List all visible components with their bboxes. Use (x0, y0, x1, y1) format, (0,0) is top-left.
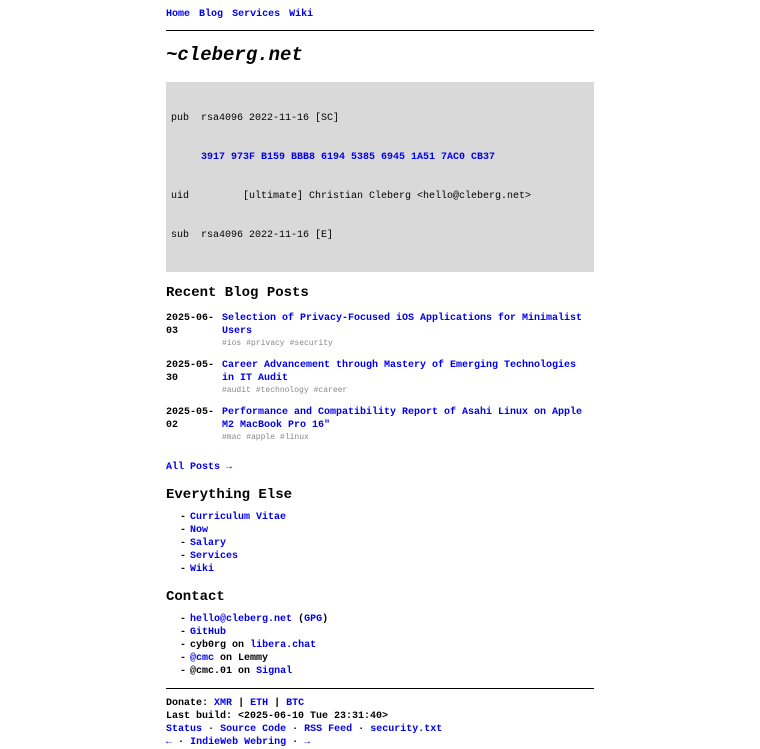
post-tag: #mac (222, 433, 242, 442)
top-divider (166, 30, 594, 31)
nav-wiki-link[interactable]: Wiki (289, 9, 314, 20)
last-build: Last build: <2025-06-10 Tue 23:31:40> (166, 711, 389, 722)
cv-link[interactable]: Curriculum Vitae (190, 512, 287, 523)
now-link[interactable]: Now (190, 525, 209, 536)
list-item: - @cmc.01 on Signal (180, 666, 293, 677)
gpg-link[interactable]: GPG (304, 614, 323, 625)
contact-heading: Contact (166, 589, 225, 605)
top-nav (166, 8, 594, 22)
gpg-sub-label: sub (171, 230, 190, 241)
post-tags (222, 339, 594, 349)
gpg-sub-row (171, 229, 589, 242)
signal-handle: @cmc.01 (190, 666, 233, 677)
webring-prev-link[interactable]: ← (166, 737, 173, 748)
list-item: - hello@cleberg.net (GPG) (180, 614, 329, 625)
all-posts-link[interactable]: All Posts → (166, 462, 233, 473)
donate-xmr-link[interactable]: XMR (214, 698, 233, 709)
donate-btc-link[interactable]: BTC (286, 698, 305, 709)
list-item: - Salary (180, 538, 227, 549)
irc-handle: cyb0rg (190, 640, 227, 651)
post-tag: #career (313, 386, 348, 395)
salary-link[interactable]: Salary (190, 538, 227, 549)
list-item: - cyb0rg on libera.chat (180, 640, 317, 651)
post-tag: #apple (246, 433, 276, 442)
post-date: 2025-05-02 (166, 407, 215, 431)
list-item (166, 359, 594, 396)
footer-links-row: Status · Source Code · RSS Feed · security.txt (166, 724, 443, 735)
post-date: 2025-05-30 (166, 360, 215, 384)
webring-next-link[interactable]: → (304, 737, 311, 748)
source-code-link[interactable]: Source Code (220, 724, 287, 735)
page-container (166, 0, 594, 749)
post-tag: #ios (222, 339, 242, 348)
site-title: ~cleberg.net (166, 44, 303, 66)
nav-home-link[interactable]: Home (166, 9, 191, 20)
donate-row: Donate: XMR | ETH | BTC (166, 698, 305, 709)
webring-row: ← · IndieWeb Webring · → (166, 737, 311, 748)
list-item: - Curriculum Vitae (180, 512, 287, 523)
recent-posts-heading: Recent Blog Posts (166, 285, 309, 301)
post-title-link[interactable]: Selection of Privacy-Focused iOS Applications for Minimalist Users (222, 313, 583, 337)
email-link[interactable]: hello@cleberg.net (190, 614, 293, 625)
everything-else-heading: Everything Else (166, 487, 293, 503)
post-tag: #privacy (246, 339, 285, 348)
list-item: - GitHub (180, 627, 227, 638)
services-link[interactable]: Services (190, 551, 239, 562)
gpg-fingerprint-row (171, 151, 589, 164)
gpg-pub-row (171, 112, 589, 125)
list-item: - Wiki (180, 564, 215, 575)
list-item (166, 312, 594, 349)
gpg-fingerprint-link[interactable]: 3917 973F B159 BBB8 6194 5385 6945 1A51 7AC0 CB37 (201, 152, 496, 163)
recent-posts-list (166, 312, 594, 443)
post-title-link[interactable]: Performance and Compatibility Report of Asahi Linux on Apple M2 MacBook Pro 16" (222, 407, 583, 431)
contact-list (166, 613, 594, 678)
post-tag: #security (289, 339, 333, 348)
signal-link[interactable]: Signal (256, 666, 293, 677)
security-txt-link[interactable]: security.txt (370, 724, 443, 735)
all-posts-row (166, 461, 594, 474)
gpg-uid-label: uid (171, 191, 190, 202)
status-link[interactable]: Status (166, 724, 203, 735)
list-item: - Now (180, 525, 209, 536)
post-tags (222, 433, 594, 443)
nav-services-link[interactable]: Services (232, 9, 281, 20)
rss-feed-link[interactable]: RSS Feed (304, 724, 353, 735)
gpg-pub-value: rsa4096 2022-11-16 [SC] (201, 113, 340, 124)
list-item: - @cmc on Lemmy (180, 653, 269, 664)
webring-link[interactable]: IndieWeb Webring (190, 737, 287, 748)
libera-chat-link[interactable]: libera.chat (250, 640, 317, 651)
post-tag: #technology (255, 386, 309, 395)
post-title-link[interactable]: Career Advancement through Mastery of Emerging Technologies in IT Audit (222, 360, 577, 384)
wiki-link[interactable]: Wiki (190, 564, 215, 575)
post-tags (222, 386, 594, 396)
gpg-sub-value: rsa4096 2022-11-16 [E] (201, 230, 334, 241)
gpg-uid-row (171, 190, 589, 203)
list-item: - Services (180, 551, 239, 562)
gpg-pub-label: pub (171, 113, 190, 124)
lemmy-link[interactable]: @cmc (190, 653, 215, 664)
list-item (166, 406, 594, 443)
gpg-key-block (166, 82, 594, 272)
bottom-divider (166, 688, 594, 689)
post-tag: #audit (222, 386, 251, 395)
donate-eth-link[interactable]: ETH (250, 698, 269, 709)
footer (166, 697, 594, 749)
gpg-uid-value: [ultimate] Christian Cleberg <hello@cleberg.net> (243, 191, 532, 202)
post-tag: #linux (280, 433, 309, 442)
everything-else-list (166, 511, 594, 576)
nav-blog-link[interactable]: Blog (199, 9, 224, 20)
github-link[interactable]: GitHub (190, 627, 227, 638)
post-date: 2025-06-03 (166, 313, 215, 337)
